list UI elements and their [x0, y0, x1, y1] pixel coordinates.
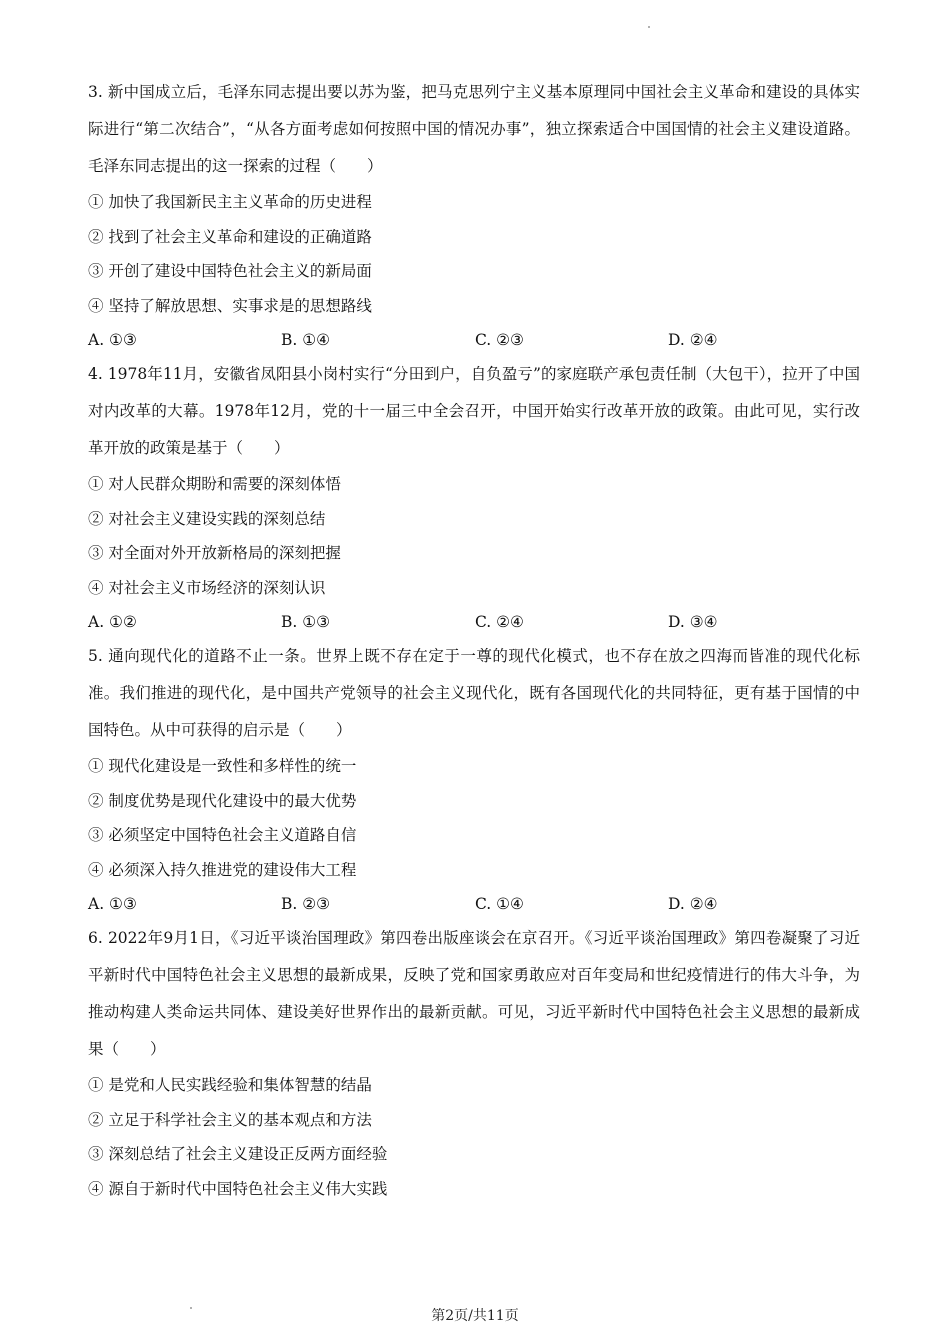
question-6	[88, 920, 860, 1206]
question-5-option-4: ④ 必须深入持久推进党的建设伟大工程	[88, 860, 357, 879]
question-3-answer-d: D. ②④	[668, 331, 718, 349]
question-3-answer-b: B. ①④	[281, 331, 331, 349]
question-3	[88, 74, 860, 358]
question-3-option-4: ④ 坚持了解放思想、实事求是的思想路线	[88, 296, 372, 315]
question-5-option-3: ③ 必须坚定中国特色社会主义道路自信	[88, 826, 357, 844]
question-5-answer-d: D. ②④	[668, 895, 718, 913]
question-4-answer-b: B. ①③	[281, 613, 331, 631]
question-5-answer-a: A. ①③	[88, 895, 137, 913]
question-4-answer-c: C. ②④	[475, 613, 524, 631]
corner-mark-top	[648, 26, 650, 28]
question-5-answers	[88, 887, 860, 922]
question-4-option-1: ① 对人民群众期盼和需要的深刻体悟	[88, 475, 341, 493]
question-6-option-3: ③ 深刻总结了社会主义建设正反两方面经验	[88, 1145, 388, 1163]
question-3-stem: 3. 新中国成立后，毛泽东同志提出要以苏为鉴，把马克思列宁主义基本原理同中国社会主义革命和建设的具体实际进行“第二次结合”，“从各方面考虑如何按照中国的情况办事”，独立探索适合中国国情的社会主义建设道路。毛泽东同志提出的这一探索的过程（ ）	[88, 83, 860, 175]
question-4-option-2: ② 对社会主义建设实践的深刻总结	[88, 509, 326, 528]
question-5-option-1: ① 现代化建设是一致性和多样性的统一	[88, 757, 357, 775]
question-4	[88, 356, 860, 640]
question-5-option-2: ② 制度优势是现代化建设中的最大优势	[88, 791, 357, 810]
question-4-answer-a: A. ①②	[88, 613, 137, 631]
question-5-answer-c: C. ①④	[475, 895, 524, 913]
question-4-option-4: ④ 对社会主义市场经济的深刻认识	[88, 578, 326, 597]
question-4-answer-d: D. ③④	[668, 613, 718, 631]
question-4-stem: 4. 1978年11月，安徽省凤阳县小岗村实行“分田到户，自负盈亏”的家庭联产承包责任制（大包干），拉开了中国对内改革的大幕。1978年12月，党的十一届三中全会召开，中国开始实行改革开放的政策。由此可见，实行改革开放的政策是基于（ ）	[88, 365, 860, 457]
question-5-answer-b: B. ②③	[281, 895, 331, 913]
question-4-answers	[88, 605, 860, 640]
question-6-option-4: ④ 源自于新时代中国特色社会主义伟大实践	[88, 1179, 388, 1198]
question-6-option-2: ② 立足于科学社会主义的基本观点和方法	[88, 1110, 372, 1129]
question-3-answer-c: C. ②③	[475, 331, 524, 349]
question-4-option-3: ③ 对全面对外开放新格局的深刻把握	[88, 544, 341, 562]
question-6-option-1: ① 是党和人民实践经验和集体智慧的结晶	[88, 1076, 372, 1094]
question-3-answer-a: A. ①③	[88, 331, 137, 349]
question-5-stem: 5. 通向现代化的道路不止一条。世界上既不存在定于一尊的现代化模式，也不存在放之四海而皆准的现代化标准。我们推进的现代化，是中国共产党领导的社会主义现代化，既有各国现代化的共同特征，更有基于国情的中国特色。从中可获得的启示是（ ）	[88, 647, 860, 739]
question-3-option-1: ① 加快了我国新民主主义革命的历史进程	[88, 193, 372, 211]
page-number-footer: 第2页/共11页	[431, 1308, 519, 1324]
question-3-option-2: ② 找到了社会主义革命和建设的正确道路	[88, 227, 372, 246]
question-3-option-3: ③ 开创了建设中国特色社会主义的新局面	[88, 262, 372, 280]
question-3-answers	[88, 323, 860, 358]
question-5	[88, 638, 860, 922]
question-6-stem: 6. 2022年9月1日，《习近平谈治国理政》第四卷出版座谈会在京召开。《习近平谈治国理政》第四卷凝聚了习近平新时代中国特色社会主义思想的最新成果，反映了党和国家勇敢应对百年变局和世纪疫情进行的伟大斗争，为推动构建人类命运共同体、建设美好世界作出的最新贡献。可见，习近平新时代中国特色社会主义思想的最新成果（ ）	[88, 929, 860, 1058]
